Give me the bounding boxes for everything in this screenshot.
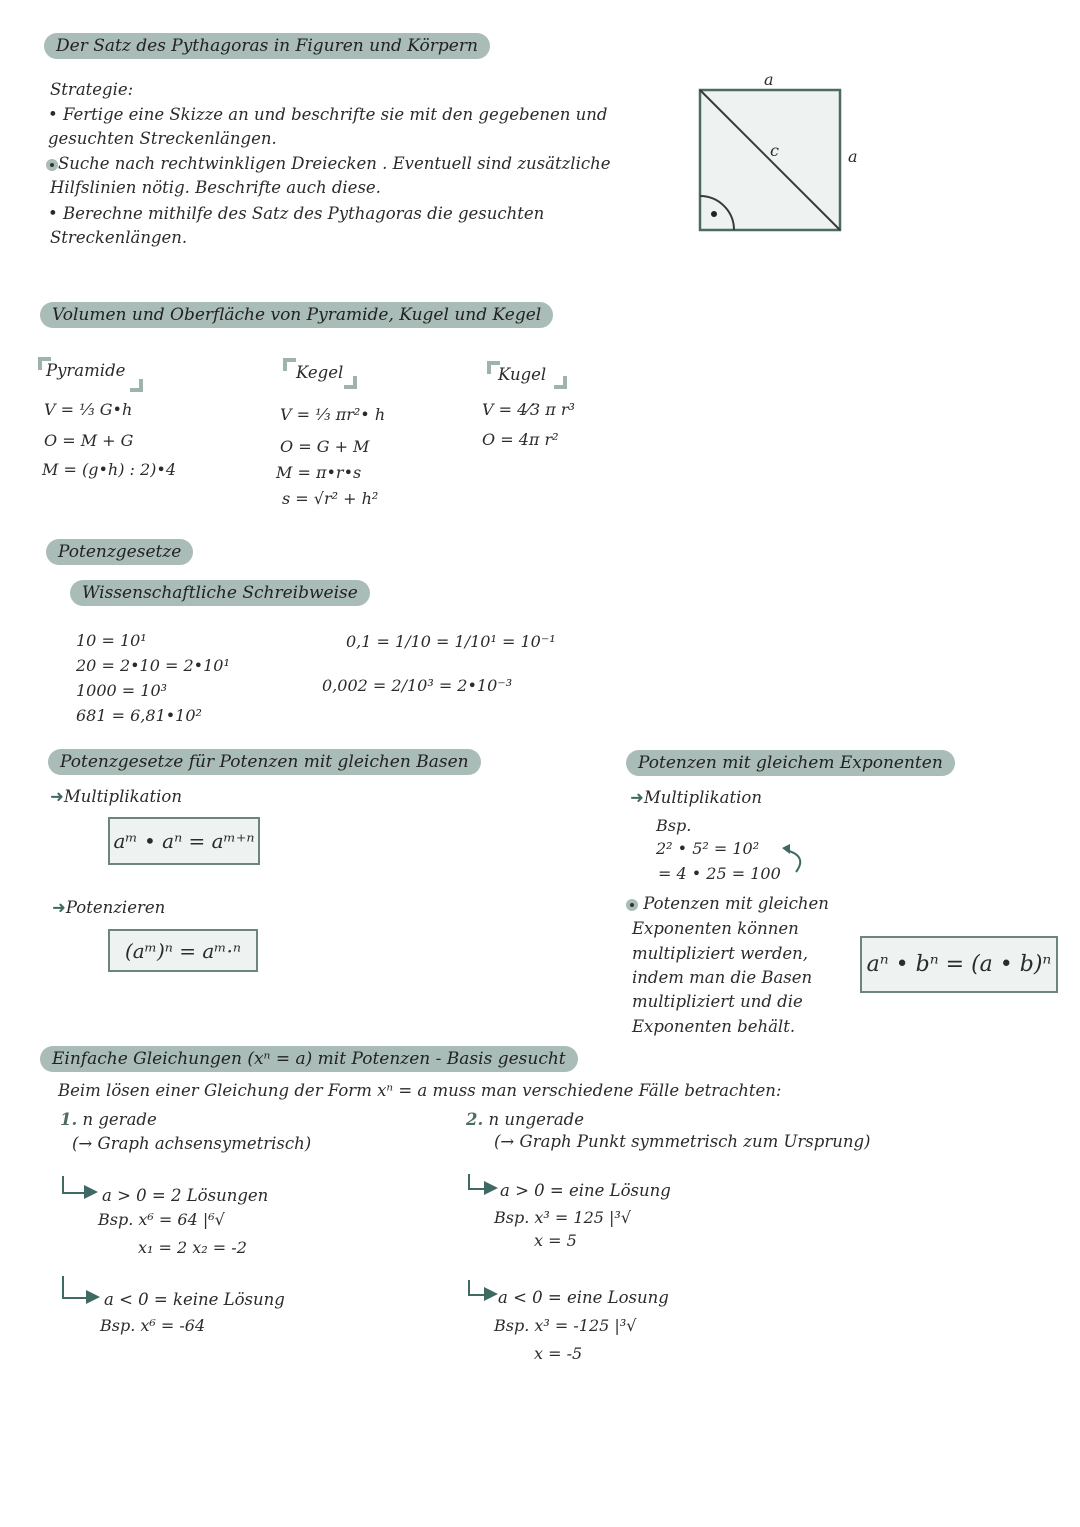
exponent-note-5: multipliziert und die bbox=[632, 992, 803, 1011]
formula-box-potenzieren: (aᵐ)ⁿ = aᵐ·ⁿ bbox=[108, 929, 258, 972]
scientific-example-fraction: 0,002 = 2/10³ = 2•10⁻³ bbox=[322, 676, 513, 695]
kegel-formula-m: M = π•r•s bbox=[276, 463, 362, 482]
exponent-note-3: multipliziert werden, bbox=[632, 944, 809, 963]
scientific-example-fraction: 0,1 = 1/10 = 1/10¹ = 10⁻¹ bbox=[346, 632, 556, 651]
case-2-graph-note: (→ Graph Punkt symmetrisch zum Ursprung) bbox=[494, 1132, 871, 1151]
pyramide-formula-m: M = (g•h) : 2)•4 bbox=[42, 460, 177, 479]
kegel-formula-v: V = ⅓ πr²• h bbox=[280, 405, 386, 424]
arrow-right-icon: ➜ bbox=[52, 898, 66, 917]
strategy-line-3: Suche nach rechtwinkligen Dreiecken . Eventuell sind zusätzliche bbox=[46, 152, 611, 177]
kugel-heading: Kugel bbox=[498, 365, 547, 384]
bsp-label: Bsp. bbox=[656, 816, 692, 835]
strategy-label: Strategie: bbox=[50, 80, 134, 99]
section-title-gleichungen: Einfache Gleichungen (xⁿ = a) mit Potenzen - Basis gesucht bbox=[40, 1046, 578, 1072]
strategy-line-2: gesuchten Streckenlängen. bbox=[48, 129, 277, 148]
exponent-example-2: = 4 • 25 = 100 bbox=[658, 864, 781, 883]
exponent-note-6: Exponenten behält. bbox=[632, 1017, 796, 1036]
case-2-a-positive: a > 0 = eine Lösung bbox=[500, 1181, 671, 1200]
kegel-formula-s: s = √r² + h² bbox=[282, 489, 379, 508]
case-1-heading: 1. n gerade bbox=[60, 1110, 157, 1129]
strategy-line-5: • Berechne mithilfe des Satz des Pythagoras die gesuchten bbox=[48, 204, 545, 223]
arrow-head-icon bbox=[484, 1181, 498, 1195]
scientific-example: 1000 = 10³ bbox=[76, 681, 168, 700]
case-2-a-negative: a < 0 = eine Losung bbox=[498, 1288, 669, 1307]
kugel-formula-v: V = 4⁄3 π r³ bbox=[482, 400, 575, 419]
subsection-title-schreibweise: Wissenschaftliche Schreibweise bbox=[70, 580, 370, 606]
diagram-label-top: a bbox=[764, 70, 774, 89]
case-1-example-1: Bsp. x⁶ = 64 |⁶√ bbox=[98, 1210, 225, 1229]
arrow-head-icon bbox=[84, 1185, 98, 1199]
case-2-solution-1: x = 5 bbox=[534, 1231, 577, 1250]
arrow-right-icon: ➜ bbox=[630, 788, 644, 807]
section-title-volumen: Volumen und Oberfläche von Pyramide, Kugel und Kegel bbox=[40, 302, 553, 328]
corner-mark bbox=[130, 379, 143, 392]
pyramide-formula-o: O = M + G bbox=[44, 431, 134, 450]
section-title-gleiche-basen: Potenzgesetze für Potenzen mit gleichen Basen bbox=[48, 749, 481, 775]
bullet-icon bbox=[46, 159, 58, 171]
case-1-example-2: Bsp. x⁶ = -64 bbox=[100, 1316, 206, 1335]
exponent-note-1: Potenzen mit gleichen bbox=[626, 892, 829, 917]
case-2-solution-2: x = -5 bbox=[534, 1344, 583, 1363]
case-2-example-1: Bsp. x³ = 125 |³√ bbox=[494, 1208, 632, 1227]
arrow-head-icon bbox=[484, 1287, 498, 1301]
exponent-note-2: Exponenten können bbox=[632, 919, 799, 938]
multiplikation-label: ➜Multiplikation bbox=[50, 787, 182, 806]
section-title-pythagoras: Der Satz des Pythagoras in Figuren und Körpern bbox=[44, 33, 490, 59]
case-1-a-positive: a > 0 = 2 Lösungen bbox=[102, 1186, 269, 1205]
potenzieren-label: ➜Potenzieren bbox=[52, 898, 166, 917]
pyramide-heading: Pyramide bbox=[46, 361, 126, 380]
scientific-example: 681 = 6,81•10² bbox=[76, 706, 202, 725]
case-2-heading: 2. n ungerade bbox=[466, 1110, 584, 1129]
gleichungen-intro: Beim lösen einer Gleichung der Form xⁿ = a muss man verschiedene Fälle betrachten: bbox=[58, 1081, 782, 1100]
case-1-solution-1: x₁ = 2 x₂ = -2 bbox=[138, 1238, 247, 1257]
scientific-example: 20 = 2•10 = 2•10¹ bbox=[76, 656, 230, 675]
corner-mark bbox=[283, 358, 296, 371]
pyramide-formula-v: V = ⅓ G•h bbox=[44, 400, 133, 419]
section-title-gleicher-exponent: Potenzen mit gleichem Exponenten bbox=[626, 750, 955, 776]
multiplikation-label-2: ➜Multiplikation bbox=[630, 788, 762, 807]
section-title-potenzgesetze: Potenzgesetze bbox=[46, 539, 193, 565]
bullet-icon bbox=[626, 899, 638, 911]
exponent-note-4: indem man die Basen bbox=[632, 968, 813, 987]
formula-box-multiplikation: aᵐ • aⁿ = aᵐ⁺ⁿ bbox=[108, 817, 260, 865]
strategy-line-4: Hilfslinien nötig. Beschrifte auch diese. bbox=[50, 178, 381, 197]
corner-mark bbox=[554, 376, 567, 389]
strategy-line-1: • Fertige eine Skizze an und beschrifte sie mit den gegebenen und bbox=[48, 105, 608, 124]
kegel-formula-o: O = G + M bbox=[280, 437, 370, 456]
case-2-example-2: Bsp. x³ = -125 |³√ bbox=[494, 1316, 637, 1335]
strategy-line-6: Streckenlängen. bbox=[50, 228, 188, 247]
curved-arrow-icon bbox=[778, 842, 808, 876]
corner-mark bbox=[344, 376, 357, 389]
scientific-example: 10 = 10¹ bbox=[76, 631, 147, 650]
case-1-graph-note: (→ Graph achsensymetrisch) bbox=[72, 1134, 312, 1153]
arrow-head-icon bbox=[86, 1290, 100, 1304]
diagram-label-right: a bbox=[848, 147, 858, 166]
kugel-formula-o: O = 4π r² bbox=[482, 430, 559, 449]
diagram-label-diagonal: c bbox=[770, 141, 779, 160]
kegel-heading: Kegel bbox=[296, 363, 344, 382]
arrow-right-icon: ➜ bbox=[50, 787, 64, 806]
formula-box-gleicher-exponent: aⁿ • bⁿ = (a • b)ⁿ bbox=[860, 936, 1058, 993]
case-1-a-negative: a < 0 = keine Lösung bbox=[104, 1290, 285, 1309]
exponent-example-1: 2² • 5² = 10² bbox=[656, 839, 760, 858]
